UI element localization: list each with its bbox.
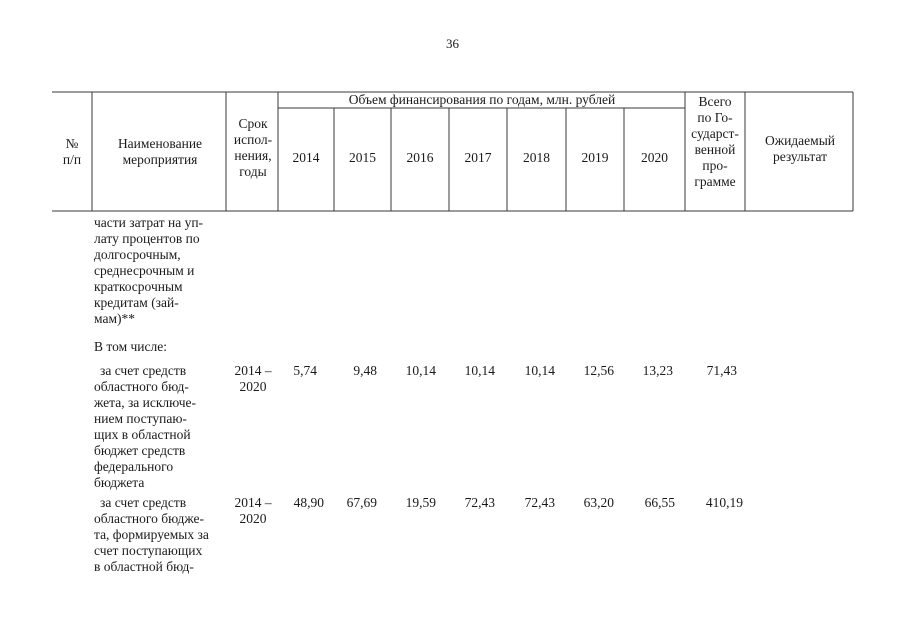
value-2015: 9,48 [353, 363, 377, 378]
header-financing-title: Объем финансирования по годам, млн. рублей [348, 92, 616, 107]
value-2014: 48,90 [293, 495, 324, 510]
row-name-line: бюджета [94, 475, 145, 490]
table-row-continuation [94, 215, 227, 327]
header-name-line: Наименование [117, 136, 203, 151]
header-year-2016: 2016 [406, 150, 434, 165]
row-name-line: щих в областной [94, 427, 191, 442]
row-name-line: долгосрочным, [94, 247, 181, 262]
header-total-line: Всего [698, 94, 732, 109]
page-number: 36 [446, 36, 459, 51]
value-2020: 66,55 [644, 495, 675, 510]
row-name-line: в областной бюд- [94, 559, 194, 574]
row-name-line: краткосрочным [94, 279, 183, 294]
value-2016: 10,14 [405, 363, 436, 378]
value-2018: 72,43 [524, 495, 555, 510]
header-year-2018: 2018 [523, 150, 550, 165]
header-number-line: п/п [62, 152, 82, 167]
value-2019: 12,56 [583, 363, 614, 378]
header-term-line: Срок [238, 116, 268, 131]
row-name-line: жета, за исключе- [94, 395, 197, 410]
value-2019: 63,20 [583, 495, 614, 510]
row-name-line: областного бюд- [94, 379, 189, 394]
row-name-line: среднесрочным и [94, 263, 195, 278]
value-2015: 67,69 [346, 495, 377, 510]
header-number [56, 136, 88, 168]
row-name-line: федерального [94, 459, 174, 474]
value-2017: 10,14 [464, 363, 495, 378]
header-total [686, 94, 744, 190]
header-year-2014: 2014 [292, 150, 320, 165]
value-total: 71,43 [706, 363, 737, 378]
header-result-line: Ожидаемый [765, 133, 835, 148]
row-name-line: кредитам (зай- [94, 295, 179, 310]
header-total-line: венной [694, 142, 736, 157]
header-term [228, 116, 278, 180]
header-name [96, 136, 224, 168]
row-name-line: мам)** [94, 311, 135, 326]
row-name-line: областного бюдже- [94, 511, 204, 526]
row-name-line: лату процентов по [94, 231, 200, 246]
row-name-line: за счет средств [100, 363, 187, 378]
header-total-line: сударст- [691, 126, 739, 141]
header-total-line: грамме [694, 174, 736, 189]
header-year-2017: 2017 [464, 150, 492, 165]
header-name-line: мероприятия [122, 152, 198, 167]
header-total-line: по Го- [697, 110, 733, 125]
row-name-line: та, формируемых за [94, 527, 209, 542]
row-name-line: бюджет средств [94, 443, 186, 458]
value-2014: 5,74 [293, 363, 317, 378]
header-term-line: испол- [233, 132, 273, 147]
row-term-line: 2020 [239, 511, 267, 526]
value-2016: 19,59 [405, 495, 436, 510]
value-total: 410,19 [705, 495, 743, 510]
table-row-subheading [94, 339, 227, 355]
header-term-line: нения, [234, 148, 272, 163]
row-name-line: В том числе: [94, 339, 167, 354]
value-2018: 10,14 [524, 363, 555, 378]
table-row-regional-budget-formed [94, 495, 227, 575]
header-total-line: про- [702, 158, 728, 173]
table-row-regional-budget [94, 363, 227, 491]
row-term-line: 2014 – [234, 363, 272, 378]
row-name-line: нием поступаю- [94, 411, 187, 426]
header-result-line: результат [772, 149, 828, 164]
header-year-2020: 2020 [641, 150, 668, 165]
row-term [226, 495, 280, 527]
row-name-line: счет поступающих [94, 543, 203, 558]
header-result [748, 133, 852, 165]
row-term [226, 363, 280, 395]
row-name-line: части затрат на уп- [94, 215, 204, 230]
row-term-line: 2020 [239, 379, 267, 394]
value-2017: 72,43 [464, 495, 495, 510]
header-year-2015: 2015 [349, 150, 376, 165]
row-name-line: за счет средств [100, 495, 187, 510]
row-term-line: 2014 – [234, 495, 272, 510]
value-2020: 13,23 [642, 363, 673, 378]
header-year-2019: 2019 [581, 150, 609, 165]
header-term-line: годы [239, 164, 267, 179]
header-number-line: № [65, 136, 79, 151]
